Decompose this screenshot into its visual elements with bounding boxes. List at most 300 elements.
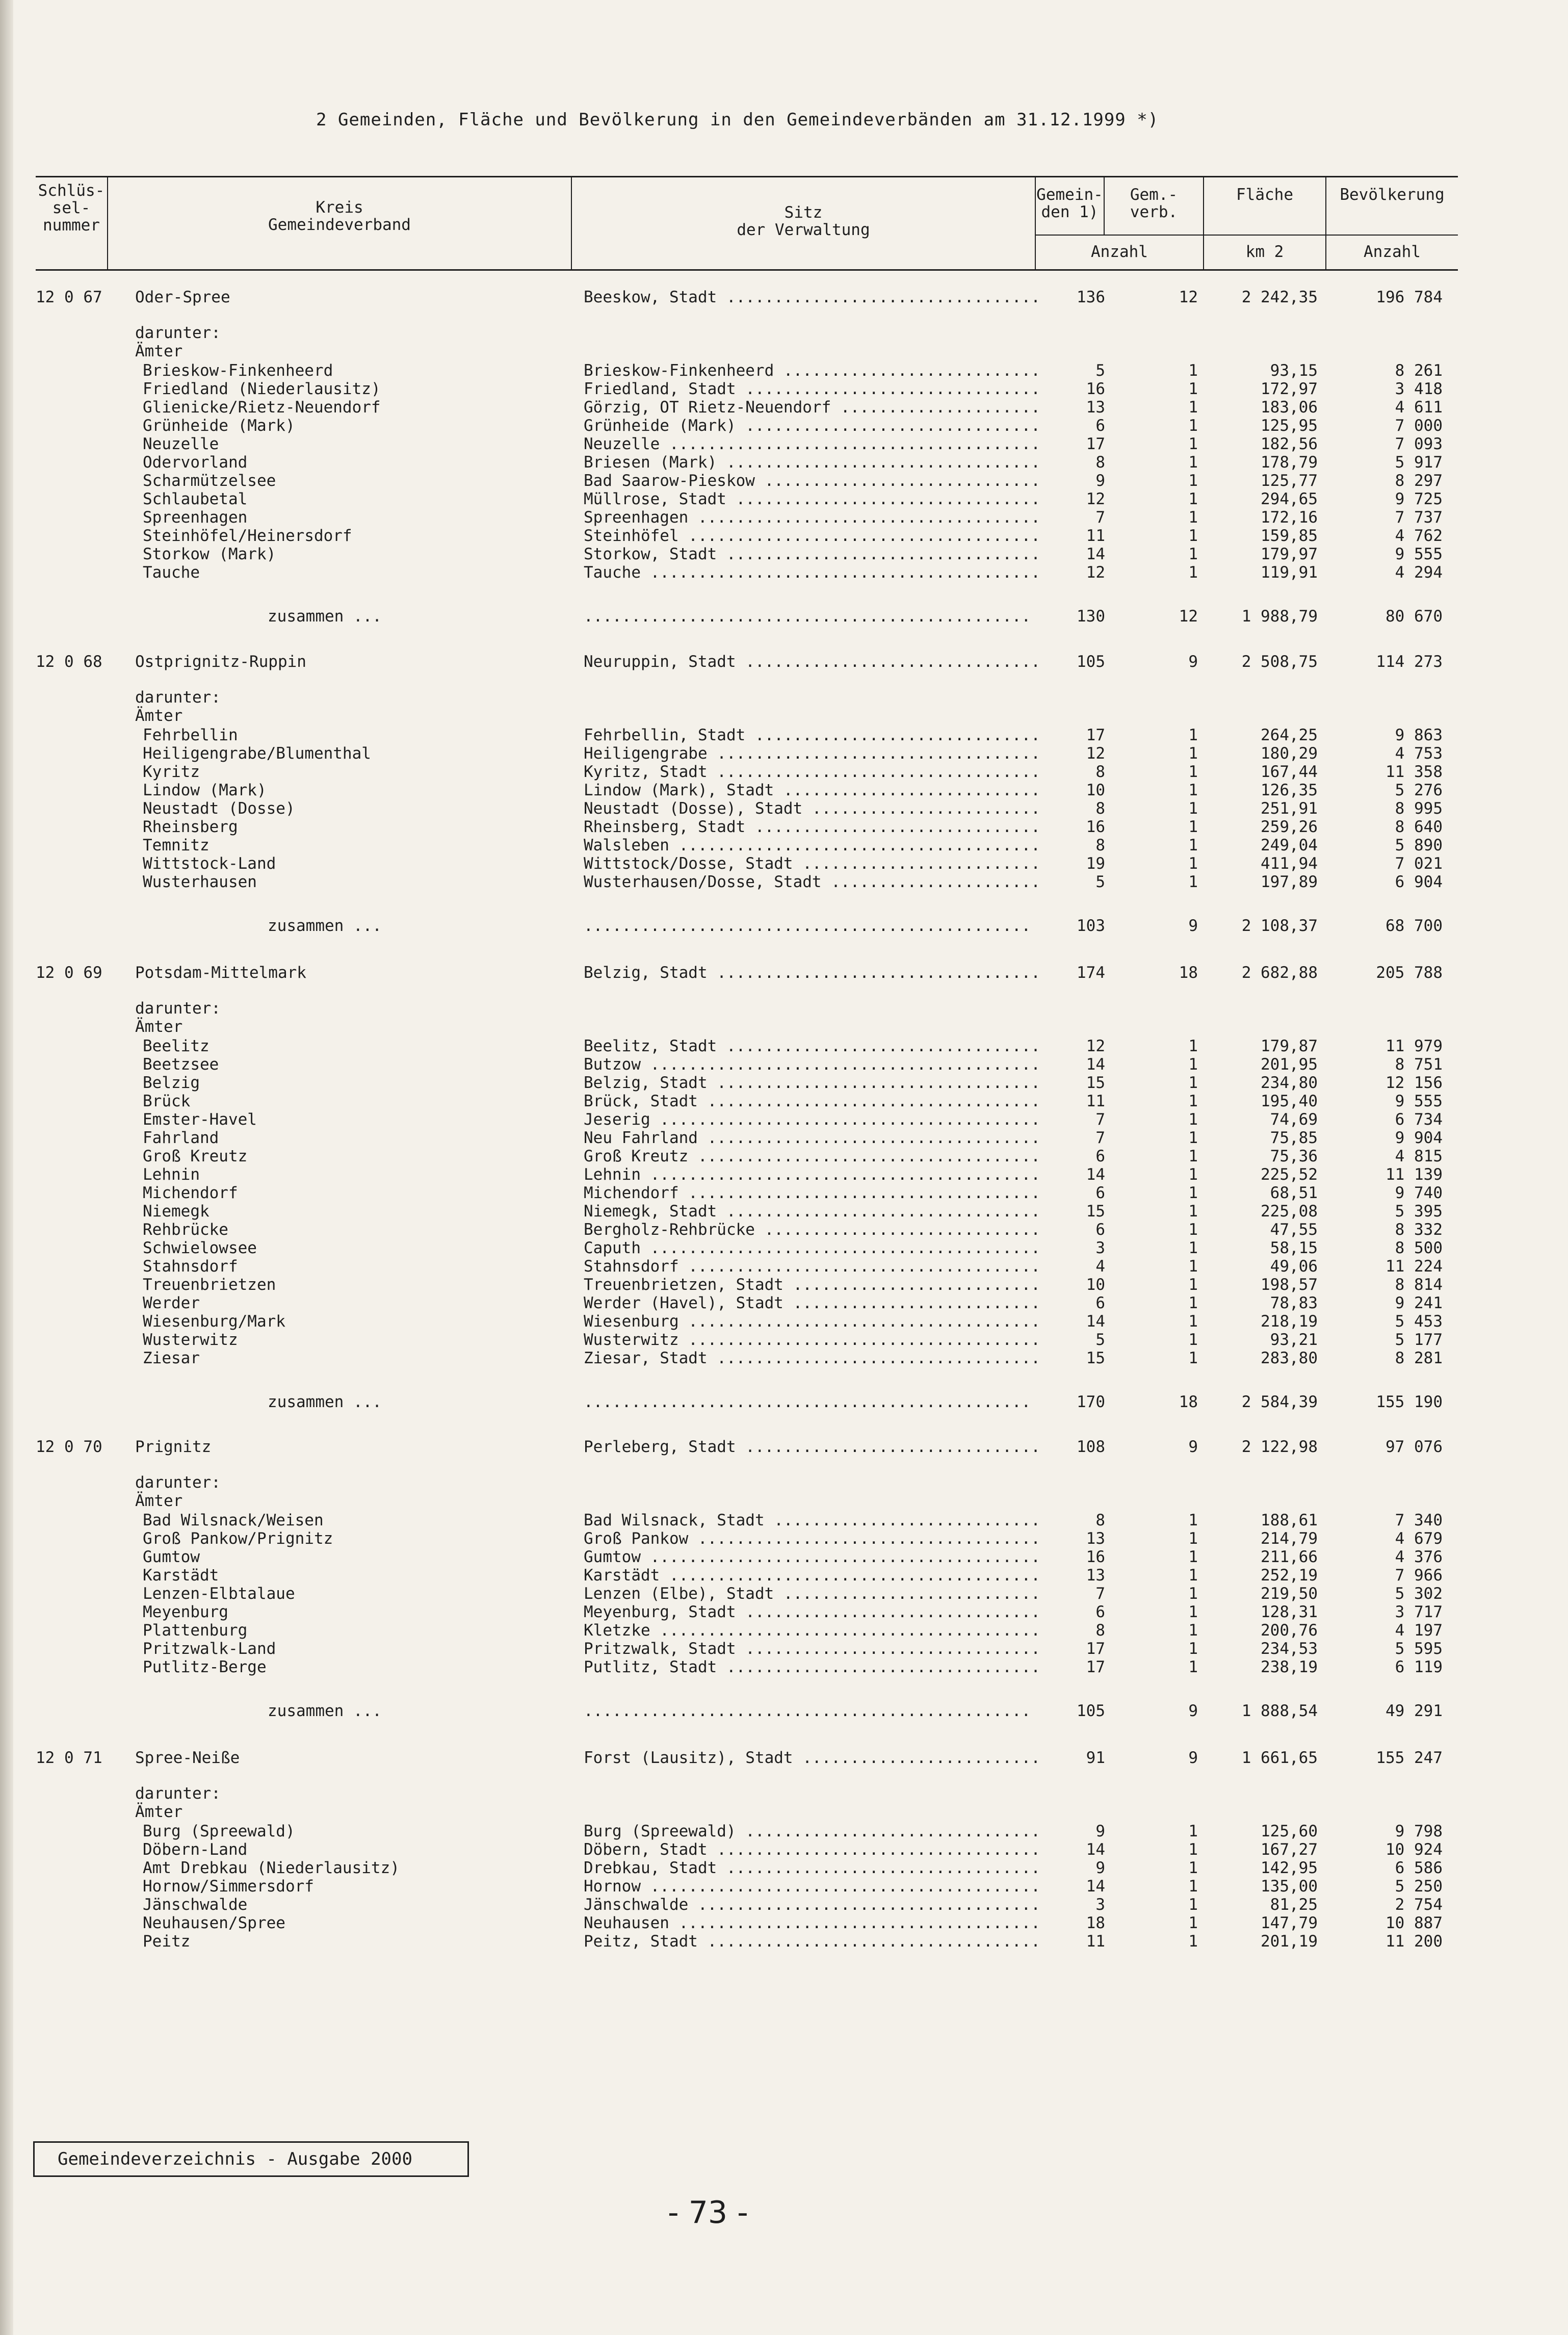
zusammen-label: zusammen ... <box>268 1393 382 1411</box>
amt-bevoelkerung: 10 887 <box>1386 1914 1443 1932</box>
amt-name: Neuzelle <box>143 435 219 453</box>
amt-bevoelkerung: 4 762 <box>1395 527 1443 545</box>
amt-gemverb: 1 <box>1188 1055 1198 1074</box>
amt-gemeinden: 8 <box>1095 1621 1105 1640</box>
amt-gemeinden: 6 <box>1095 1147 1105 1165</box>
amt-flaeche: 93,21 <box>1270 1331 1318 1349</box>
amt-gemeinden: 11 <box>1086 1932 1105 1951</box>
amt-gemeinden: 12 <box>1086 490 1105 508</box>
amt-gemverb: 1 <box>1188 763 1198 781</box>
amt-bevoelkerung: 6 904 <box>1395 873 1443 891</box>
amt-bevoelkerung: 8 814 <box>1395 1276 1443 1294</box>
amt-seat: Wusterwitz ..................................... <box>584 1331 1040 1349</box>
amt-gemverb: 1 <box>1188 435 1198 453</box>
amt-seat: Wittstock/Dosse, Stadt ......................... <box>584 854 1040 873</box>
amt-flaeche: 195,40 <box>1261 1092 1318 1110</box>
zusammen-leader: ............................................... <box>584 607 1031 626</box>
kreis-bevoelkerung: 155 247 <box>1376 1749 1443 1767</box>
amt-gemeinden: 5 <box>1095 361 1105 380</box>
amt-gemverb: 1 <box>1188 1840 1198 1859</box>
amt-bevoelkerung: 5 453 <box>1395 1312 1443 1331</box>
amt-bevoelkerung: 5 917 <box>1395 453 1443 472</box>
amt-seat: Ziesar, Stadt .................................. <box>584 1349 1040 1367</box>
amt-seat: Briesen (Mark) ................................. <box>584 453 1040 472</box>
kreis-gemeinden: 108 <box>1077 1438 1105 1456</box>
amt-seat: Treuenbrietzen, Stadt .......................... <box>584 1276 1040 1294</box>
amt-name: Treuenbrietzen <box>143 1276 276 1294</box>
kreis-gemverb: 9 <box>1188 1438 1198 1456</box>
amt-gemeinden: 15 <box>1086 1349 1105 1367</box>
amt-gemverb: 1 <box>1188 799 1198 818</box>
amt-seat: Lenzen (Elbe), Stadt ........................... <box>584 1585 1040 1603</box>
header-anzahl: Anzahl <box>1091 243 1148 261</box>
amt-flaeche: 125,77 <box>1261 472 1318 490</box>
amt-seat: Groß Kreutz .................................... <box>584 1147 1040 1165</box>
amt-flaeche: 183,06 <box>1261 398 1318 417</box>
amt-seat: Michendorf ..................................... <box>584 1184 1040 1202</box>
amt-seat: Bad Wilsnack, Stadt ............................ <box>584 1511 1040 1529</box>
amt-gemeinden: 14 <box>1086 1312 1105 1331</box>
amt-flaeche: 249,04 <box>1261 836 1318 854</box>
amt-bevoelkerung: 4 376 <box>1395 1548 1443 1566</box>
amt-name: Beelitz <box>143 1037 210 1055</box>
amt-name: Scharmützelsee <box>143 472 276 490</box>
amt-gemeinden: 19 <box>1086 854 1105 873</box>
amt-seat: Pritzwalk, Stadt ............................... <box>584 1640 1040 1658</box>
amt-gemverb: 1 <box>1188 1566 1198 1585</box>
amt-name: Niemegk <box>143 1202 210 1221</box>
amt-bevoelkerung: 9 740 <box>1395 1184 1443 1202</box>
kreis-gemverb: 18 <box>1179 964 1198 982</box>
zusammen-gemverb: 12 <box>1179 607 1198 626</box>
amt-gemeinden: 14 <box>1086 1877 1105 1896</box>
amt-gemverb: 1 <box>1188 1037 1198 1055</box>
amt-gemeinden: 8 <box>1095 836 1105 854</box>
amt-gemeinden: 8 <box>1095 453 1105 472</box>
amt-gemeinden: 8 <box>1095 763 1105 781</box>
amt-gemverb: 1 <box>1188 490 1198 508</box>
amt-seat: Tauche ......................................... <box>584 563 1040 582</box>
amt-bevoelkerung: 12 156 <box>1386 1074 1443 1092</box>
amt-name: Wittstock-Land <box>143 854 276 873</box>
amt-bevoelkerung: 4 611 <box>1395 398 1443 417</box>
amt-gemverb: 1 <box>1188 398 1198 417</box>
amt-gemverb: 1 <box>1188 818 1198 836</box>
amt-gemeinden: 9 <box>1095 1822 1105 1840</box>
amt-name: Plattenburg <box>143 1621 248 1640</box>
kreis-bevoelkerung: 97 076 <box>1386 1438 1443 1456</box>
kreis-gemverb: 12 <box>1179 288 1198 306</box>
kreis-code: 12 0 71 <box>36 1749 102 1767</box>
header-top-rule <box>36 176 1458 177</box>
zusammen-flaeche: 2 584,39 <box>1241 1393 1318 1411</box>
amt-name: Friedland (Niederlausitz) <box>143 380 381 398</box>
amt-flaeche: 234,80 <box>1261 1074 1318 1092</box>
header-flaeche: Fläche <box>1236 186 1293 204</box>
amt-bevoelkerung: 4 679 <box>1395 1529 1443 1548</box>
amt-gemeinden: 7 <box>1095 1129 1105 1147</box>
zusammen-gemeinden: 130 <box>1077 607 1105 626</box>
darunter-label: darunter: <box>135 1473 221 1492</box>
amt-name: Wiesenburg/Mark <box>143 1312 285 1331</box>
kreis-bevoelkerung: 114 273 <box>1376 653 1443 671</box>
amt-gemeinden: 14 <box>1086 1165 1105 1184</box>
amt-flaeche: 93,15 <box>1270 361 1318 380</box>
amt-gemeinden: 3 <box>1095 1239 1105 1257</box>
amt-name: Karstädt <box>143 1566 219 1585</box>
darunter-label: darunter: <box>135 999 221 1018</box>
amt-gemeinden: 7 <box>1095 1585 1105 1603</box>
amt-seat: Butzow ......................................... <box>584 1055 1040 1074</box>
amt-flaeche: 142,95 <box>1261 1859 1318 1877</box>
amt-gemeinden: 6 <box>1095 1603 1105 1621</box>
amt-flaeche: 188,61 <box>1261 1511 1318 1529</box>
amt-bevoelkerung: 5 177 <box>1395 1331 1443 1349</box>
amt-bevoelkerung: 9 241 <box>1395 1294 1443 1312</box>
amt-gemeinden: 14 <box>1086 1840 1105 1859</box>
darunter-label: darunter: <box>135 1784 221 1803</box>
amt-name: Werder <box>143 1294 200 1312</box>
amt-bevoelkerung: 4 294 <box>1395 563 1443 582</box>
amt-gemverb: 1 <box>1188 1221 1198 1239</box>
amt-flaeche: 68,51 <box>1270 1184 1318 1202</box>
amt-name: Stahnsdorf <box>143 1257 238 1276</box>
amt-gemverb: 1 <box>1188 1511 1198 1529</box>
amt-name: Fahrland <box>143 1129 219 1147</box>
amt-seat: Burg (Spreewald) ............................... <box>584 1822 1040 1840</box>
zusammen-leader: ............................................... <box>584 917 1031 935</box>
amt-gemeinden: 15 <box>1086 1074 1105 1092</box>
amt-seat: Bergholz-Rehbrücke ............................. <box>584 1221 1040 1239</box>
binding-shadow <box>0 0 13 2335</box>
kreis-gemverb: 9 <box>1188 1749 1198 1767</box>
amt-bevoelkerung: 4 815 <box>1395 1147 1443 1165</box>
header-gemeinden: Gemein- den 1) <box>1036 186 1103 221</box>
amt-seat: Heiligengrabe .................................. <box>584 744 1040 763</box>
amt-name: Emster-Havel <box>143 1110 257 1129</box>
amt-bevoelkerung: 4 753 <box>1395 744 1443 763</box>
amt-seat: Steinhöfel ..................................... <box>584 527 1040 545</box>
amt-flaeche: 167,27 <box>1261 1840 1318 1859</box>
amt-gemverb: 1 <box>1188 1640 1198 1658</box>
amt-name: Putlitz-Berge <box>143 1658 267 1676</box>
amt-name: Wusterhausen <box>143 873 257 891</box>
kreis-name: Spree-Neiße <box>135 1749 240 1767</box>
aemter-label: Ämter <box>135 1803 183 1821</box>
amt-bevoelkerung: 6 734 <box>1395 1110 1443 1129</box>
amt-seat: Werder (Havel), Stadt .......................... <box>584 1294 1040 1312</box>
amt-flaeche: 238,19 <box>1261 1658 1318 1676</box>
amt-seat: Karstädt ....................................... <box>584 1566 1040 1585</box>
amt-bevoelkerung: 5 395 <box>1395 1202 1443 1221</box>
amt-seat: Wiesenburg ..................................... <box>584 1312 1040 1331</box>
kreis-flaeche: 2 122,98 <box>1241 1438 1318 1456</box>
header-schluessel: Schlüs- sel- nummer <box>38 181 105 235</box>
footer-publication: Gemeindeverzeichnis - Ausgabe 2000 <box>33 2141 469 2177</box>
amt-gemeinden: 11 <box>1086 1092 1105 1110</box>
amt-gemverb: 1 <box>1188 1074 1198 1092</box>
amt-gemverb: 1 <box>1188 726 1198 744</box>
amt-gemverb: 1 <box>1188 527 1198 545</box>
amt-gemeinden: 9 <box>1095 472 1105 490</box>
amt-gemverb: 1 <box>1188 1257 1198 1276</box>
amt-name: Spreenhagen <box>143 508 248 527</box>
amt-name: Brieskow-Finkenheerd <box>143 361 333 380</box>
amt-seat: Jeserig ........................................ <box>584 1110 1040 1129</box>
amt-gemeinden: 16 <box>1086 1548 1105 1566</box>
amt-name: Jänschwalde <box>143 1896 248 1914</box>
amt-bevoelkerung: 2 754 <box>1395 1896 1443 1914</box>
amt-flaeche: 294,65 <box>1261 490 1318 508</box>
kreis-code: 12 0 68 <box>36 653 102 671</box>
amt-flaeche: 259,26 <box>1261 818 1318 836</box>
amt-gemverb: 1 <box>1188 380 1198 398</box>
zusammen-gemverb: 18 <box>1179 1393 1198 1411</box>
amt-gemeinden: 7 <box>1095 1110 1105 1129</box>
kreis-name: Potsdam-Mittelmark <box>135 964 306 982</box>
amt-gemverb: 1 <box>1188 1184 1198 1202</box>
zusammen-leader: ............................................... <box>584 1702 1031 1720</box>
kreis-gemverb: 9 <box>1188 653 1198 671</box>
amt-gemverb: 1 <box>1188 1932 1198 1951</box>
amt-seat: Lehnin ......................................... <box>584 1165 1040 1184</box>
amt-gemverb: 1 <box>1188 1859 1198 1877</box>
amt-name: Rheinsberg <box>143 818 238 836</box>
amt-name: Neustadt (Dosse) <box>143 799 295 818</box>
amt-name: Peitz <box>143 1932 191 1951</box>
kreis-flaeche: 2 508,75 <box>1241 653 1318 671</box>
header-anzahl: Anzahl <box>1364 243 1421 261</box>
amt-gemeinden: 8 <box>1095 799 1105 818</box>
amt-bevoelkerung: 7 737 <box>1395 508 1443 527</box>
amt-flaeche: 172,16 <box>1261 508 1318 527</box>
kreis-code: 12 0 70 <box>36 1438 102 1456</box>
header-kreis: Kreis Gemeindeverband <box>268 198 411 234</box>
darunter-label: darunter: <box>135 324 221 342</box>
amt-gemverb: 1 <box>1188 1349 1198 1367</box>
amt-gemverb: 1 <box>1188 1165 1198 1184</box>
amt-seat: Spreenhagen .................................... <box>584 508 1040 527</box>
amt-gemverb: 1 <box>1188 1822 1198 1840</box>
amt-flaeche: 75,36 <box>1270 1147 1318 1165</box>
kreis-name: Ostprignitz-Ruppin <box>135 653 306 671</box>
zusammen-gemeinden: 170 <box>1077 1393 1105 1411</box>
amt-gemeinden: 10 <box>1086 1276 1105 1294</box>
amt-bevoelkerung: 8 281 <box>1395 1349 1443 1367</box>
amt-flaeche: 125,95 <box>1261 417 1318 435</box>
amt-name: Ziesar <box>143 1349 200 1367</box>
amt-gemeinden: 7 <box>1095 508 1105 527</box>
amt-flaeche: 234,53 <box>1261 1640 1318 1658</box>
amt-seat: Beelitz, Stadt ................................. <box>584 1037 1040 1055</box>
amt-seat: Görzig, OT Rietz-Neuendorf ..................... <box>584 398 1040 417</box>
amt-flaeche: 75,85 <box>1270 1129 1318 1147</box>
amt-gemverb: 1 <box>1188 1331 1198 1349</box>
amt-gemeinden: 17 <box>1086 1658 1105 1676</box>
kreis-bevoelkerung: 205 788 <box>1376 964 1443 982</box>
amt-gemeinden: 18 <box>1086 1914 1105 1932</box>
amt-gemverb: 1 <box>1188 744 1198 763</box>
amt-seat: Brück, Stadt ................................... <box>584 1092 1040 1110</box>
amt-flaeche: 283,80 <box>1261 1349 1318 1367</box>
amt-gemverb: 1 <box>1188 873 1198 891</box>
amt-gemeinden: 17 <box>1086 435 1105 453</box>
amt-seat: Grünheide (Mark) ............................... <box>584 417 1040 435</box>
amt-name: Belzig <box>143 1074 200 1092</box>
amt-gemverb: 1 <box>1188 1110 1198 1129</box>
amt-flaeche: 201,19 <box>1261 1932 1318 1951</box>
amt-gemeinden: 14 <box>1086 545 1105 563</box>
kreis-name: Oder-Spree <box>135 288 230 306</box>
amt-flaeche: 119,91 <box>1261 563 1318 582</box>
amt-bevoelkerung: 9 863 <box>1395 726 1443 744</box>
amt-gemeinden: 6 <box>1095 1221 1105 1239</box>
amt-gemeinden: 11 <box>1086 527 1105 545</box>
amt-gemverb: 1 <box>1188 836 1198 854</box>
amt-bevoelkerung: 11 200 <box>1386 1932 1443 1951</box>
amt-flaeche: 198,57 <box>1261 1276 1318 1294</box>
kreis-name: Prignitz <box>135 1438 212 1456</box>
amt-flaeche: 172,97 <box>1261 380 1318 398</box>
amt-seat: Jänschwalde .................................... <box>584 1896 1040 1914</box>
amt-name: Pritzwalk-Land <box>143 1640 276 1658</box>
amt-name: Amt Drebkau (Niederlausitz) <box>143 1859 400 1877</box>
amt-flaeche: 78,83 <box>1270 1294 1318 1312</box>
amt-seat: Lindow (Mark), Stadt ........................... <box>584 781 1040 799</box>
amt-flaeche: 225,08 <box>1261 1202 1318 1221</box>
amt-flaeche: 125,60 <box>1261 1822 1318 1840</box>
amt-seat: Caputh ......................................... <box>584 1239 1040 1257</box>
amt-gemeinden: 13 <box>1086 1529 1105 1548</box>
amt-bevoelkerung: 11 979 <box>1386 1037 1443 1055</box>
amt-flaeche: 201,95 <box>1261 1055 1318 1074</box>
amt-seat: Neu Fahrland ................................... <box>584 1129 1040 1147</box>
amt-flaeche: 179,87 <box>1261 1037 1318 1055</box>
kreis-seat: Neuruppin, Stadt ............................... <box>584 653 1040 671</box>
amt-gemverb: 1 <box>1188 781 1198 799</box>
amt-name: Döbern-Land <box>143 1840 248 1859</box>
amt-gemeinden: 12 <box>1086 563 1105 582</box>
amt-bevoelkerung: 4 197 <box>1395 1621 1443 1640</box>
amt-bevoelkerung: 9 904 <box>1395 1129 1443 1147</box>
amt-name: Beetzsee <box>143 1055 219 1074</box>
amt-flaeche: 180,29 <box>1261 744 1318 763</box>
amt-bevoelkerung: 3 418 <box>1395 380 1443 398</box>
kreis-gemeinden: 174 <box>1077 964 1105 982</box>
amt-name: Gumtow <box>143 1548 200 1566</box>
zusammen-label: zusammen ... <box>268 1702 382 1720</box>
amt-bevoelkerung: 9 555 <box>1395 545 1443 563</box>
amt-gemverb: 1 <box>1188 1312 1198 1331</box>
amt-flaeche: 214,79 <box>1261 1529 1318 1548</box>
amt-gemverb: 1 <box>1188 417 1198 435</box>
amt-gemeinden: 14 <box>1086 1055 1105 1074</box>
amt-seat: Bad Saarow-Pieskow ............................. <box>584 472 1040 490</box>
amt-bevoelkerung: 6 586 <box>1395 1859 1443 1877</box>
amt-bevoelkerung: 8 995 <box>1395 799 1443 818</box>
amt-seat: Walsleben ...................................... <box>584 836 1040 854</box>
amt-gemverb: 1 <box>1188 361 1198 380</box>
amt-name: Michendorf <box>143 1184 238 1202</box>
aemter-label: Ämter <box>135 1018 183 1036</box>
zusammen-bevoelkerung: 80 670 <box>1386 607 1443 626</box>
amt-name: Grünheide (Mark) <box>143 417 295 435</box>
header-gemverb: Gem.- verb. <box>1130 186 1178 221</box>
amt-flaeche: 251,91 <box>1261 799 1318 818</box>
amt-bevoelkerung: 8 261 <box>1395 361 1443 380</box>
amt-bevoelkerung: 8 297 <box>1395 472 1443 490</box>
amt-gemeinden: 16 <box>1086 380 1105 398</box>
amt-seat: Drebkau, Stadt ................................. <box>584 1859 1040 1877</box>
zusammen-gemeinden: 105 <box>1077 1702 1105 1720</box>
amt-seat: Belzig, Stadt .................................. <box>584 1074 1040 1092</box>
amt-name: Bad Wilsnack/Weisen <box>143 1511 324 1529</box>
page-number: - 73 - <box>668 2195 748 2230</box>
amt-name: Lindow (Mark) <box>143 781 267 799</box>
amt-gemverb: 1 <box>1188 1621 1198 1640</box>
amt-name: Steinhöfel/Heinersdorf <box>143 527 352 545</box>
amt-seat: Neuzelle ....................................... <box>584 435 1040 453</box>
amt-gemeinden: 10 <box>1086 781 1105 799</box>
header-sitz: Sitz der Verwaltung <box>737 203 870 239</box>
amt-gemeinden: 12 <box>1086 744 1105 763</box>
amt-name: Schwielowsee <box>143 1239 257 1257</box>
amt-flaeche: 47,55 <box>1270 1221 1318 1239</box>
amt-seat: Meyenburg, Stadt ............................... <box>584 1603 1040 1621</box>
amt-seat: Döbern, Stadt .................................. <box>584 1840 1040 1859</box>
amt-name: Meyenburg <box>143 1603 228 1621</box>
amt-seat: Müllrose, Stadt ................................ <box>584 490 1040 508</box>
amt-bevoelkerung: 5 595 <box>1395 1640 1443 1658</box>
amt-flaeche: 219,50 <box>1261 1585 1318 1603</box>
amt-flaeche: 178,79 <box>1261 453 1318 472</box>
amt-bevoelkerung: 3 717 <box>1395 1603 1443 1621</box>
amt-seat: Neuhausen ...................................... <box>584 1914 1040 1932</box>
amt-gemeinden: 13 <box>1086 1566 1105 1585</box>
kreis-gemeinden: 91 <box>1086 1749 1105 1767</box>
amt-gemverb: 1 <box>1188 854 1198 873</box>
amt-name: Lehnin <box>143 1165 200 1184</box>
amt-gemeinden: 13 <box>1086 398 1105 417</box>
amt-seat: Storkow, Stadt ................................. <box>584 545 1040 563</box>
amt-bevoelkerung: 11 139 <box>1386 1165 1443 1184</box>
amt-flaeche: 135,00 <box>1261 1877 1318 1896</box>
amt-bevoelkerung: 5 276 <box>1395 781 1443 799</box>
page-title: 2 Gemeinden, Fläche und Bevölkerung in den Gemeindeverbänden am 31.12.1999 *) <box>316 110 1159 130</box>
amt-seat: Wusterhausen/Dosse, Stadt ...................... <box>584 873 1040 891</box>
amt-seat: Peitz, Stadt ................................... <box>584 1932 1040 1951</box>
kreis-flaeche: 1 661,65 <box>1241 1749 1318 1767</box>
darunter-label: darunter: <box>135 688 221 707</box>
aemter-label: Ämter <box>135 342 183 360</box>
amt-bevoelkerung: 7 340 <box>1395 1511 1443 1529</box>
amt-bevoelkerung: 9 725 <box>1395 490 1443 508</box>
kreis-flaeche: 2 242,35 <box>1241 288 1318 306</box>
amt-flaeche: 264,25 <box>1261 726 1318 744</box>
amt-seat: Putlitz, Stadt ................................. <box>584 1658 1040 1676</box>
header-bevoelkerung: Bevölkerung <box>1340 186 1445 204</box>
amt-flaeche: 167,44 <box>1261 763 1318 781</box>
amt-seat: Kletzke ........................................ <box>584 1621 1040 1640</box>
amt-gemeinden: 5 <box>1095 873 1105 891</box>
amt-flaeche: 179,97 <box>1261 545 1318 563</box>
amt-name: Temnitz <box>143 836 210 854</box>
amt-bevoelkerung: 7 021 <box>1395 854 1443 873</box>
amt-seat: Hornow ......................................... <box>584 1877 1040 1896</box>
amt-gemverb: 1 <box>1188 1877 1198 1896</box>
kreis-code: 12 0 69 <box>36 964 102 982</box>
zusammen-bevoelkerung: 49 291 <box>1386 1702 1443 1720</box>
